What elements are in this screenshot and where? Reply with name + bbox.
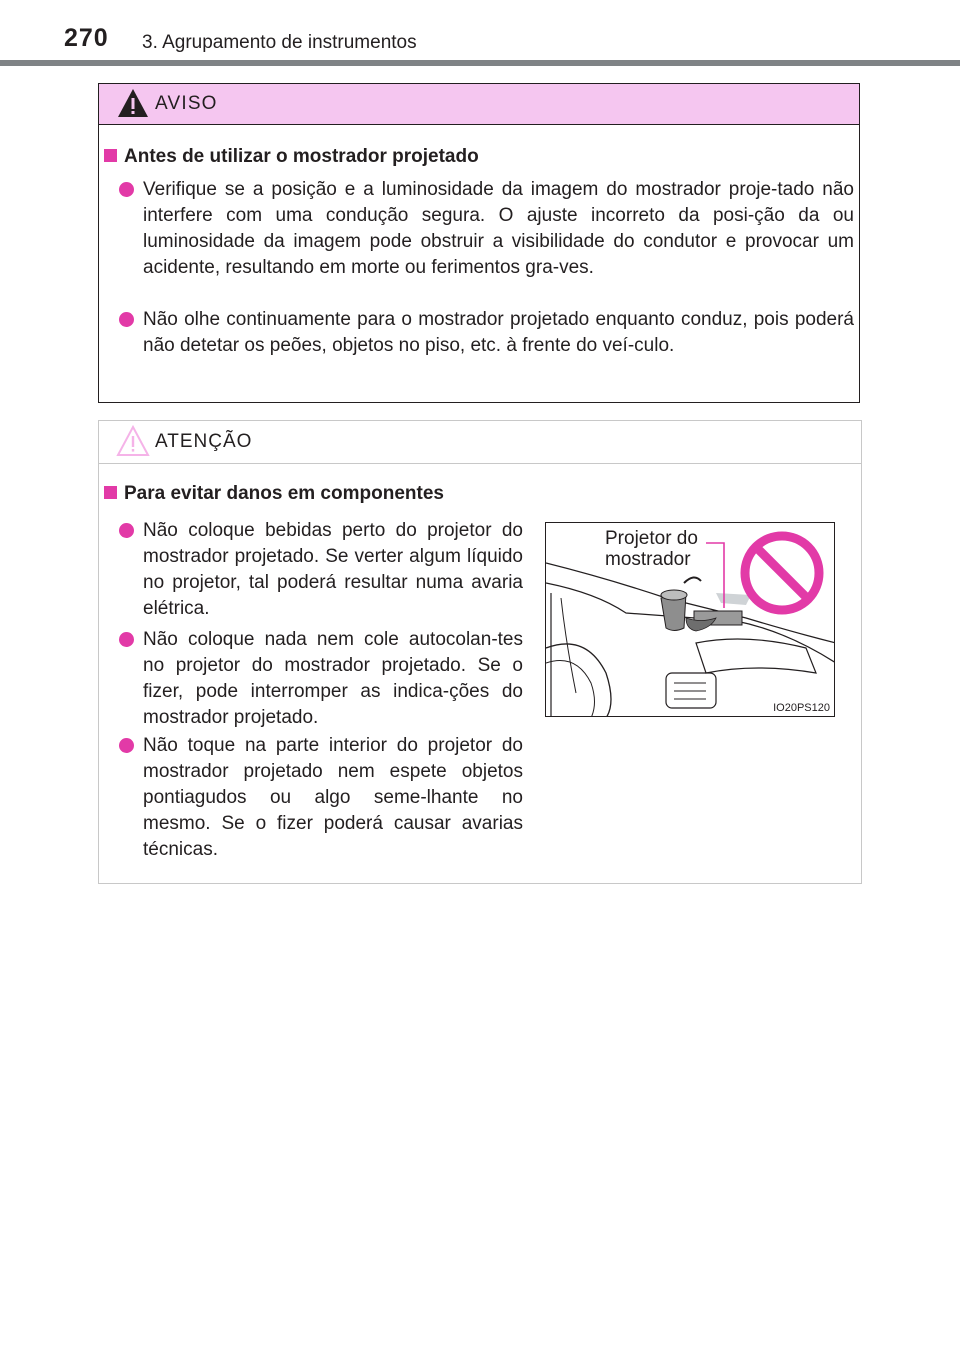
atencao-header [99,421,861,464]
aviso-bullet-2-text: Não olhe continuamente para o mostrador projetado enquanto conduz, pois poderá não detetar os peões, objetos no piso, etc. à frente do veí-culo. [143,309,854,356]
atencao-bullet-3-text: Não toque na parte interior do projetor do mostrador projetado nem espete objetos pontiagudos ou algo seme-lhante no mesmo. Se o fizer poderá causar avarias técnicas. [143,735,523,860]
aviso-section-title-text: Antes de utilizar o mostrador projetado [124,146,479,167]
atencao-bullet-3 [143,733,523,863]
page-number: 270 [64,24,109,52]
aviso-title: AVISO [155,93,218,114]
aviso-bullet-1-text: Verifique se a posição e a luminosidade da imagem do mostrador proje-tado não interfere com uma condução segura. O ajuste incorreto da posi-ção da ou luminosidade da imagem pode obstruir a visibilidade do condutor e provocar um acidente, resultando em morte ou ferimentos gra-ves. [143,179,854,278]
figure-callout-label [605,528,698,570]
figure-callout-line-2: mostrador [605,549,691,570]
circle-bullet-icon [119,182,134,197]
chapter-title: 3. Agrupamento de instrumentos [142,32,417,53]
square-bullet-icon [104,149,117,162]
projector-illustration [545,522,835,717]
atencao-section-title-text: Para evitar danos em componentes [124,483,444,504]
aviso-bullet-2 [143,307,854,359]
warning-triangle-outline-icon [116,425,150,457]
atencao-bullet-1 [143,518,523,622]
header-rule [0,60,960,66]
aviso-section-title [104,146,479,168]
aviso-bullet-1 [143,177,854,281]
atencao-section-title [104,483,444,505]
circle-bullet-icon [119,632,134,647]
atencao-bullet-2-text: Não coloque nada nem cole autocolan-tes no projetor do mostrador projetado. Se o fizer, pode interromper as indica-ções do mostrador projetado. [143,629,523,728]
circle-bullet-icon [119,738,134,753]
atencao-title: ATENÇÃO [155,431,253,452]
page-header [0,0,960,66]
aviso-header [99,84,859,125]
square-bullet-icon [104,486,117,499]
circle-bullet-icon [119,312,134,327]
warning-triangle-filled-icon [117,88,149,118]
atencao-bullet-1-text: Não coloque bebidas perto do projetor do mostrador projetado. Se verter algum líquido no projetor, tal poderá resultar numa avaria elétrica. [143,520,523,619]
circle-bullet-icon [119,523,134,538]
figure-callout-line-1: Projetor do [605,528,698,549]
figure-code: IO20PS120 [773,702,830,714]
atencao-bullet-2 [143,627,523,731]
